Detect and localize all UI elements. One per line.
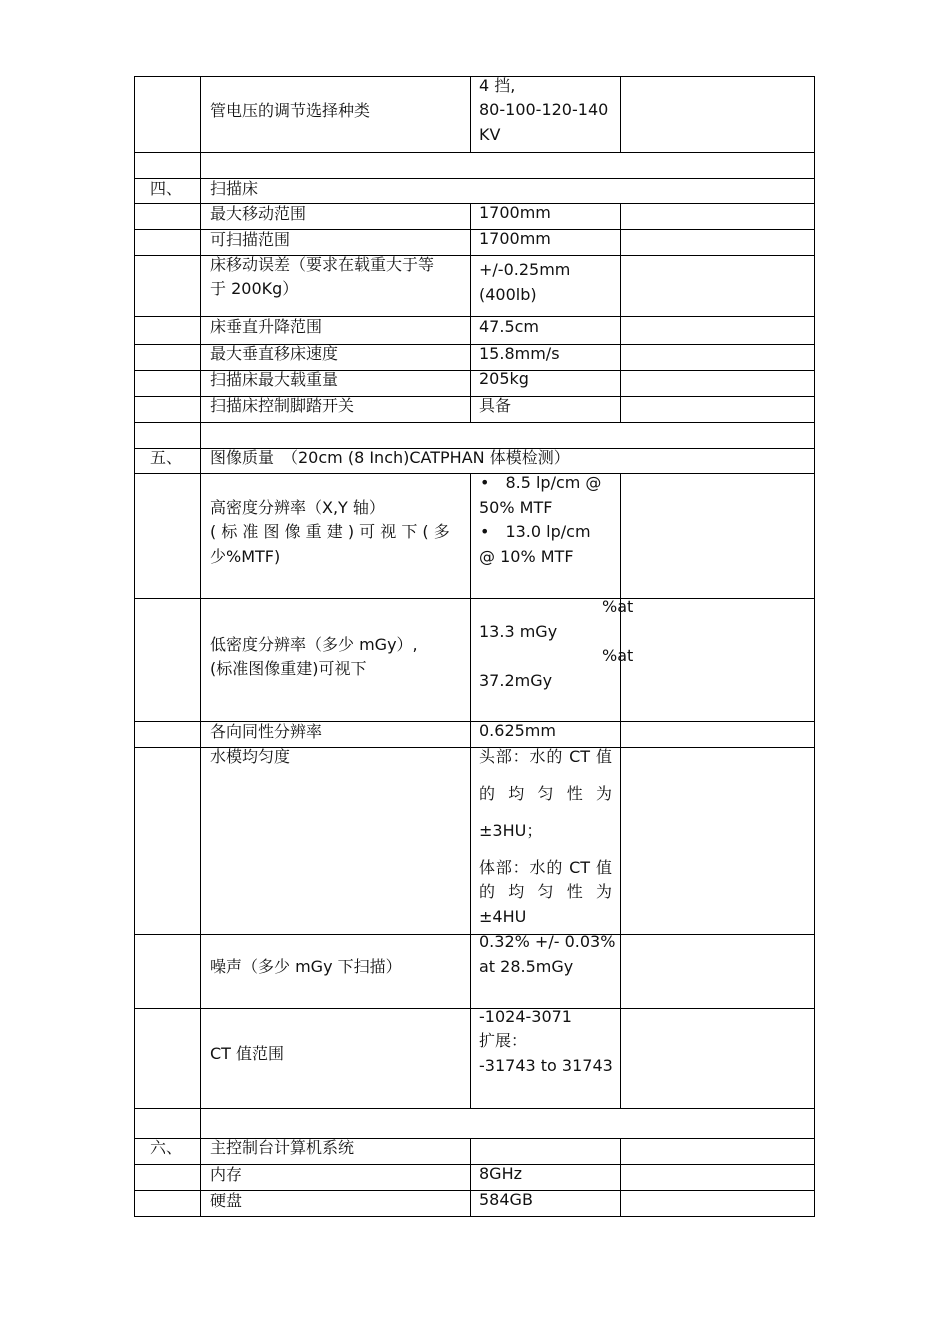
table-cell-value: 1700mm — [479, 203, 551, 222]
table-cell-value: 具备 — [479, 396, 512, 415]
table-cell-value: 584GB — [479, 1190, 533, 1209]
table-cell-item: 最大移动范围 — [210, 204, 307, 223]
table-cell-item: 各向同性分辨率 — [210, 722, 323, 741]
table-cell-item: ( 标 准 图 像 重 建 ) 可 视 下 ( 多 — [210, 522, 450, 541]
section-number: 六、 — [150, 1138, 183, 1157]
table-cell-item: 管电压的调节选择种类 — [210, 101, 371, 120]
table-cell-value: 1700mm — [479, 229, 551, 248]
table-cell-item: 床垂直升降范围 — [210, 317, 323, 336]
table-cell-item: 于 200Kg） — [210, 279, 299, 298]
table-cell-value: 13.3 mGy — [479, 622, 558, 641]
table-cell-value: • 8.5 lp/cm @ — [480, 473, 602, 492]
table-cell-item: 水模均匀度 — [210, 747, 291, 766]
table-cell-value: 15.8mm/s — [479, 344, 560, 363]
section-title: 扫描床 — [210, 179, 259, 198]
table-cell-value: 47.5cm — [479, 317, 540, 336]
table-cell-item: (标准图像重建)可视下 — [210, 659, 367, 678]
table-cell-value: 扩展： — [479, 1031, 528, 1050]
section-number: 五、 — [150, 448, 183, 467]
table-cell-value: 0.625mm — [479, 721, 556, 740]
table-cell-value: 50% MTF — [479, 498, 553, 517]
table-cell-item: 内存 — [210, 1165, 243, 1184]
table-cell-value: 80-100-120-140 — [479, 100, 609, 119]
table-cell-value: 的 均 匀 性 为 — [479, 784, 612, 803]
table-cell-value: 8GHz — [479, 1164, 523, 1183]
table-cell-value: %at — [602, 646, 634, 665]
section-title: 图像质量 （20cm (8 Inch)CATPHAN 体模检测） — [210, 448, 570, 467]
table-cell-item: 硬盘 — [210, 1191, 243, 1210]
section-number: 四、 — [150, 179, 183, 198]
table-cell-value: • 13.0 lp/cm — [480, 522, 591, 541]
table-cell-value: +/-0.25mm — [479, 260, 571, 279]
table-cell-value: -1024-3071 — [479, 1007, 572, 1026]
table-cell-value: 4 挡, — [479, 76, 516, 95]
table-cell-value: 205kg — [479, 369, 529, 388]
table-cell-value: 37.2mGy — [479, 671, 553, 690]
table-cell-value: ±4HU — [479, 907, 527, 926]
table-cell-value: 头部：水的 CT 值 — [479, 747, 612, 766]
table-cell-item: 可扫描范围 — [210, 230, 291, 249]
table-cell-item: 高密度分辨率（X,Y 轴） — [210, 498, 385, 517]
table-cell-item: 少%MTF) — [210, 547, 281, 566]
table-cell-item: CT 值范围 — [210, 1044, 285, 1063]
table-cell-value: ±3HU； — [479, 821, 543, 840]
table-cell-item: 扫描床控制脚踏开关 — [210, 396, 355, 415]
table-cell-value: @ 10% MTF — [479, 547, 574, 566]
table-cell-item: 床移动误差（要求在载重大于等 — [210, 255, 435, 274]
table-cell-value: -31743 to 31743 — [479, 1056, 613, 1075]
table-cell-value: %at — [602, 597, 634, 616]
table-cell-value: (400lb) — [479, 285, 537, 304]
table-cell-value: 体部：水的 CT 值 — [479, 858, 612, 877]
table-cell-value: KV — [479, 125, 501, 144]
table-cell-item: 扫描床最大载重量 — [210, 370, 339, 389]
table-cell-value: at 28.5mGy — [479, 957, 574, 976]
section-title: 主控制台计算机系统 — [210, 1138, 355, 1157]
table-cell-item: 噪声（多少 mGy 下扫描） — [210, 957, 402, 976]
table-cell-item: 最大垂直移床速度 — [210, 344, 339, 363]
table-cell-value: 0.32% +/- 0.03% — [479, 932, 616, 951]
table-cell-value: 的 均 匀 性 为 — [479, 882, 612, 901]
table-cell-item: 低密度分辨率（多少 mGy）, — [210, 635, 418, 654]
